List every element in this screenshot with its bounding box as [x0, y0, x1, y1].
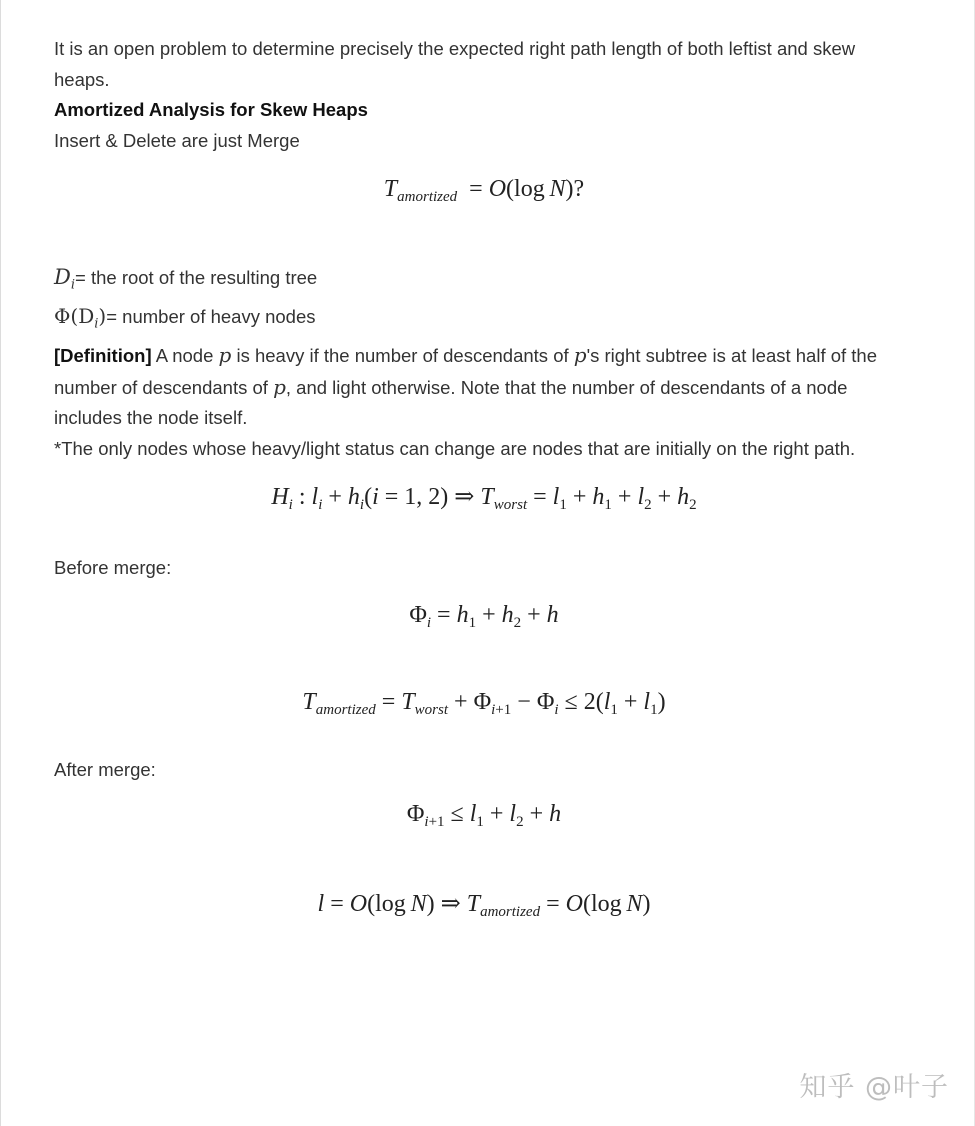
- equation-potential-before: $\Phi_i = h_1 + h_2 + h$: [409, 601, 559, 631]
- insert-delete-line: Insert & Delete are just Merge: [54, 129, 300, 151]
- right-path-note: *The only nodes whose heavy/light status can change are nodes that are initially on the right path.: [54, 437, 856, 459]
- potential-definition-line: $\Phi(D_i)=$ number of heavy nodes: [54, 304, 316, 332]
- equation-potential-after: $\Phi_{i+1} \le l_1 + l_2 + h$: [406, 801, 562, 831]
- zhihu-watermark: 知乎 @叶子: [799, 1072, 949, 1103]
- intro-paragraph: It is an open problem to determine precisely the expected right path length of both leftist and skew heaps.: [54, 38, 856, 90]
- equation-amortized-bound: $T_{amortized} = T_{worst} + \Phi_{i+1} - \Phi_i \le 2(l_1 + l_1)$: [302, 688, 666, 718]
- left-border: [0, 0, 1, 1126]
- equation-worst-case: $H_i$ : $l_i + h_i(i = 1$, 2) ⇒ $T_{worst} = l_1 + h_1 + l_2 + h_2$: [271, 484, 697, 514]
- section-heading: Amortized Analysis for Skew Heaps: [54, 99, 368, 120]
- heavy-node-definition: [Definition] A node p is heavy if the number of descendants of p's right subtree is at least half of the number of descendants of p, and light otherwise. Note that the number of descendants of a node includes the node itself.: [54, 343, 878, 429]
- article-body: [54, 34, 914, 939]
- equation-conclusion: l = O(log N) ⇒ $T_{amortized} = O(\log$ N): [317, 891, 651, 921]
- equation-amortized-target: $T_{amortized} = O(\log$ N)?: [383, 176, 585, 205]
- di-definition-line: $D_i=$ the root of the resulting tree: [54, 265, 318, 293]
- after-merge-label: After merge:: [54, 758, 156, 780]
- before-merge-label: Before merge:: [54, 557, 172, 579]
